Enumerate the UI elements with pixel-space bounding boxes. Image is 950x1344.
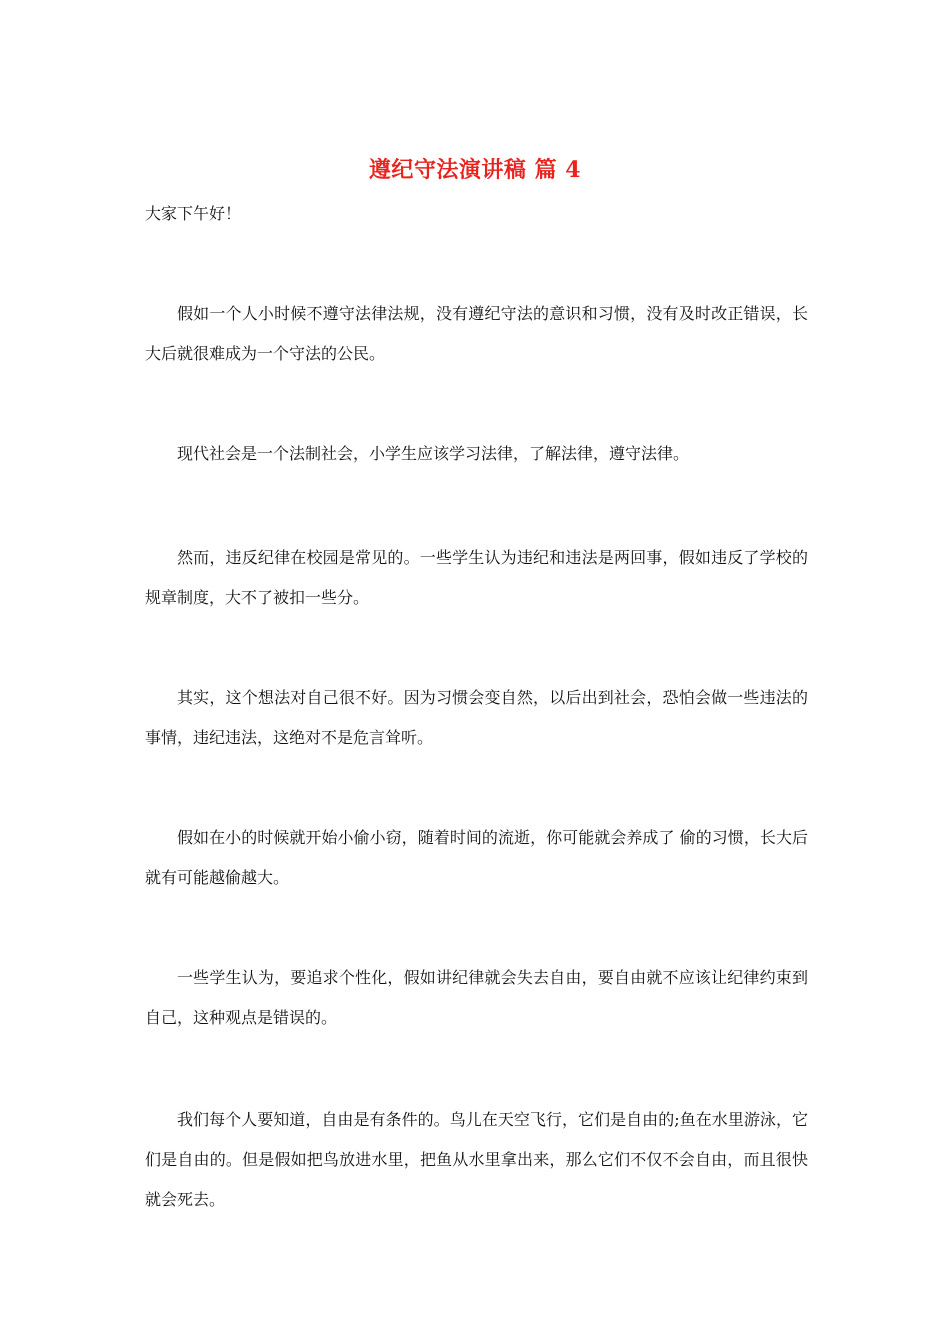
paragraph-1: 假如一个人小时候不遵守法律法规，没有遵纪守法的意识和习惯，没有及时改正错误，长大后就很难成为一个守法的公民。 [145,304,808,363]
paragraph-5: 假如在小的时候就开始小偷小窃，随着时间的流逝，你可能就会养成了 偷的习惯，长大后就有可能越偷越大。 [145,828,808,887]
paragraph-6: 一些学生认为，要追求个性化，假如讲纪律就会失去自由，要自由就不应该让纪律约束到自己，这种观点是错误的。 [145,968,808,1027]
paragraph-3: 然而，违反纪律在校园是常见的。一些学生认为违纪和违法是两回事，假如违反了学校的规章制度，大不了被扣一些分。 [145,548,808,607]
paragraph-2: 现代社会是一个法制社会，小学生应该学习法律，了解法律，遵守法律。 [177,444,690,463]
greeting-text: 大家下午好！ [145,204,242,223]
document-title: 遵纪守法演讲稿 篇 4 [368,157,582,183]
paragraph-7: 我们每个人要知道，自由是有条件的。鸟儿在天空飞行，它们是自由的;鱼在水里游泳，它们是自由的。但是假如把鸟放进水里，把鱼从水里拿出来，那么它们不仅不会自由，而且很快就会死去。 [145,1110,808,1209]
paragraph-4: 其实，这个想法对自己很不好。因为习惯会变自然，以后出到社会，恐怕会做一些违法的事情，违纪违法，这绝对不是危言耸听。 [145,688,808,747]
